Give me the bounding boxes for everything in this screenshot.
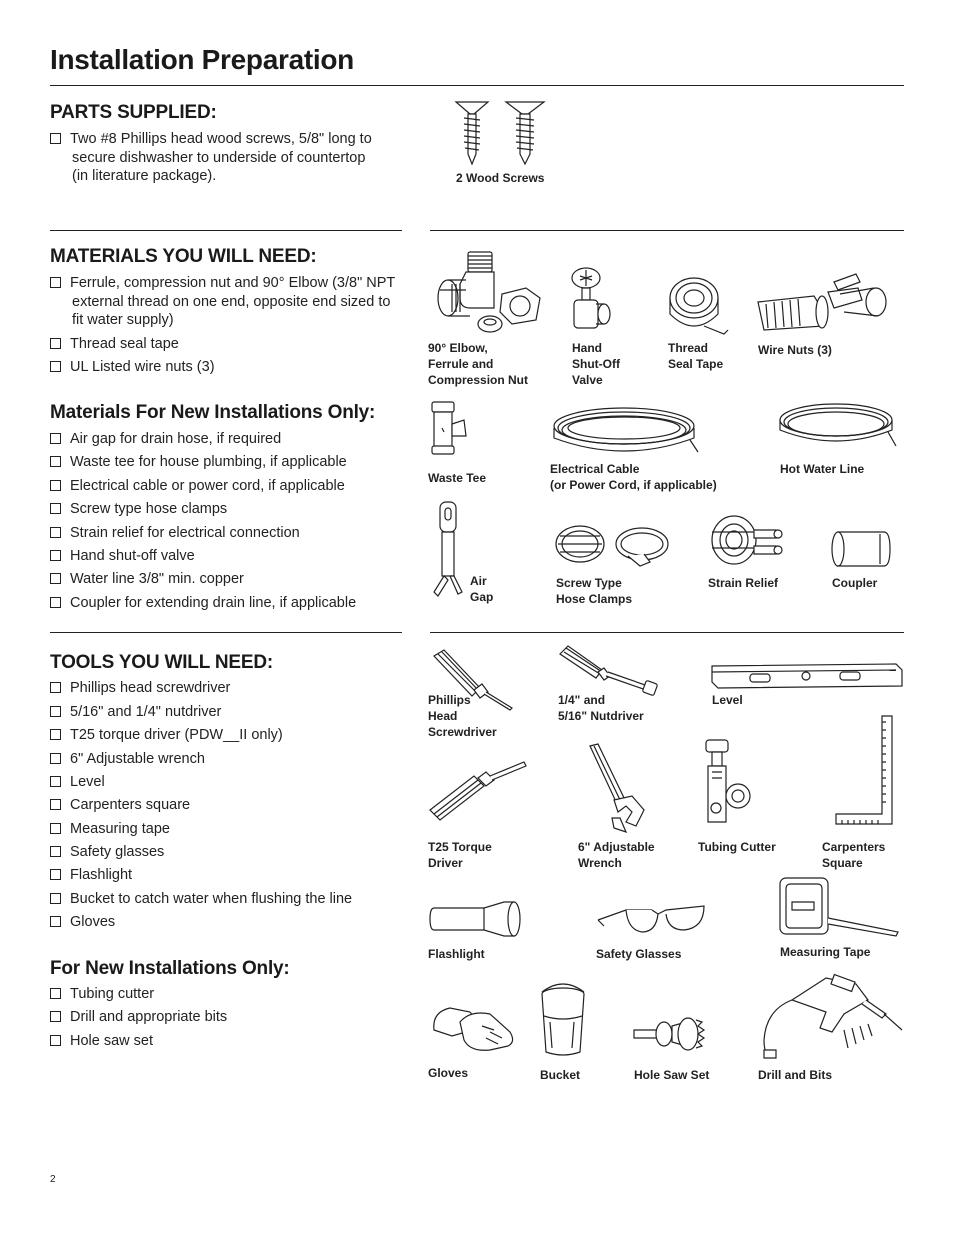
page-number: 2 [50, 1174, 56, 1185]
checkbox[interactable] [50, 480, 61, 491]
coupler-icon [830, 530, 892, 568]
tubing-cutter-icon [700, 738, 756, 828]
checkbox[interactable] [50, 869, 61, 880]
checkbox[interactable] [50, 823, 61, 834]
t25-driver-icon [428, 758, 528, 830]
checkbox[interactable] [50, 776, 61, 787]
caption-bucket: Bucket [540, 1068, 581, 1082]
checkbox[interactable] [50, 550, 61, 561]
materials-item-tape[interactable]: Thread seal tape [50, 335, 410, 354]
caption-airgap: Air Gap [470, 574, 494, 604]
hole-saw-icon [632, 1012, 712, 1060]
section-rule [50, 230, 402, 231]
caption-elbow: 90° Elbow, Ferrule and Compression Nut [428, 341, 529, 387]
bucket-icon [538, 982, 588, 1058]
checkbox[interactable] [50, 893, 61, 904]
gloves-icon [430, 1002, 520, 1054]
checkbox[interactable] [50, 456, 61, 467]
checkbox[interactable] [50, 1035, 61, 1046]
new-materials-item[interactable]: Waste tee for house plumbing, if applicable [50, 453, 410, 472]
caption-tubecutter: Tubing Cutter [698, 840, 776, 854]
new-materials-item[interactable]: Screw type hose clamps [50, 500, 410, 519]
caption-level: Level [712, 693, 743, 707]
checkbox[interactable] [50, 1011, 61, 1022]
shutoff-valve-icon [566, 266, 612, 334]
caption-coupler: Coupler [832, 576, 878, 590]
new-materials-item[interactable]: Hand shut-off valve [50, 547, 410, 566]
checkbox[interactable] [50, 753, 61, 764]
caption-phillips: Phillips Head Screwdriver [428, 693, 497, 739]
materials-item-elbow[interactable]: Ferrule, compression nut and 90° Elbow (3/8" NPT external thread on one end, opposite end sized to fit water supply) [50, 274, 410, 330]
caption-wrench: 6" Adjustable Wrench [578, 840, 655, 870]
checkbox[interactable] [50, 433, 61, 444]
caption-valve: Hand Shut-Off Valve [572, 341, 620, 387]
safety-glasses-icon [596, 900, 708, 938]
wire-nuts-icon [754, 272, 894, 332]
checkbox[interactable] [50, 338, 61, 349]
flashlight-icon [428, 900, 522, 940]
section-rule [430, 632, 904, 633]
hose-clamps-icon [554, 522, 674, 568]
waste-tee-icon [428, 400, 468, 456]
new-materials-item[interactable]: Coupler for extending drain line, if applicable [50, 594, 410, 613]
thread-seal-tape-icon [664, 276, 732, 336]
checkbox[interactable] [50, 597, 61, 608]
caption-strain: Strain Relief [708, 576, 779, 590]
parts-item-screws[interactable]: Two #8 Phillips head wood screws, 5/8" long to secure dishwasher to underside of countertop (in literature package). [50, 130, 410, 186]
tools-item[interactable]: Gloves [50, 913, 410, 932]
title-rule [50, 85, 904, 86]
checkbox[interactable] [50, 277, 61, 288]
materials-heading: MATERIALS YOU WILL NEED: [50, 246, 317, 267]
section-rule [430, 230, 904, 231]
caption-holesaw: Hole Saw Set [634, 1068, 710, 1082]
new-tools-item[interactable]: Tubing cutter [50, 985, 410, 1004]
level-icon [710, 662, 904, 690]
parts-supplied-heading: PARTS SUPPLIED: [50, 102, 217, 123]
page-title: Installation Preparation [50, 44, 354, 75]
strain-relief-icon [706, 512, 786, 572]
tools-item[interactable]: Phillips head screwdriver [50, 679, 410, 698]
measuring-tape-icon [778, 876, 900, 942]
elbow-fitting-icon [430, 250, 545, 335]
tools-item[interactable]: T25 torque driver (PDW__II only) [50, 726, 410, 745]
checkbox[interactable] [50, 527, 61, 538]
new-materials-item[interactable]: Strain relief for electrical connection [50, 524, 410, 543]
checkbox[interactable] [50, 916, 61, 927]
tools-item[interactable]: Measuring tape [50, 820, 410, 839]
hot-water-line-icon [778, 400, 898, 450]
checkbox[interactable] [50, 799, 61, 810]
caption-tape: Thread Seal Tape [668, 341, 724, 371]
checkbox[interactable] [50, 573, 61, 584]
tools-item[interactable]: Safety glasses [50, 843, 410, 862]
caption-cable: Electrical Cable (or Power Cord, if applicable) [550, 462, 717, 492]
checkbox[interactable] [50, 846, 61, 857]
drill-and-bits-icon [756, 970, 904, 1062]
caption-drill: Drill and Bits [758, 1068, 833, 1082]
wood-screws-icon [452, 100, 548, 166]
tools-item[interactable]: Level [50, 773, 410, 792]
tools-item[interactable]: Flashlight [50, 866, 410, 885]
air-gap-icon [430, 500, 466, 600]
new-tools-heading: For New Installations Only: [50, 958, 290, 979]
caption-mtape: Measuring Tape [780, 945, 871, 959]
new-tools-item[interactable]: Hole saw set [50, 1032, 410, 1051]
caption-t25: T25 Torque Driver [428, 840, 492, 870]
new-tools-item[interactable]: Drill and appropriate bits [50, 1008, 410, 1027]
caption-glasses: Safety Glasses [596, 947, 682, 961]
checkbox[interactable] [50, 706, 61, 717]
caption-clamps: Screw Type Hose Clamps [556, 576, 633, 606]
adjustable-wrench-icon [586, 742, 648, 834]
caption-gloves: Gloves [428, 1066, 469, 1080]
new-materials-item[interactable]: Electrical cable or power cord, if applicable [50, 477, 410, 496]
new-materials-heading: Materials For New Installations Only: [50, 402, 376, 423]
checkbox[interactable] [50, 729, 61, 740]
electrical-cable-icon [550, 404, 700, 460]
checkbox[interactable] [50, 133, 61, 144]
caption-flashlight: Flashlight [428, 947, 485, 961]
section-rule [50, 632, 402, 633]
checkbox[interactable] [50, 503, 61, 514]
checkbox[interactable] [50, 682, 61, 693]
tools-item[interactable]: Carpenters square [50, 796, 410, 815]
checkbox[interactable] [50, 361, 61, 372]
materials-item-wirenuts[interactable]: UL Listed wire nuts (3) [50, 358, 410, 377]
tools-item[interactable]: 6" Adjustable wrench [50, 750, 410, 769]
caption-wood-screws: 2 Wood Screws [456, 171, 545, 185]
caption-wirenuts: Wire Nuts (3) [758, 343, 832, 357]
caption-nutdriver: 1/4" and 5/16" Nutdriver [558, 693, 644, 723]
caption-hotwater: Hot Water Line [780, 462, 865, 476]
caption-square: Carpenters Square [822, 840, 886, 870]
carpenters-square-icon [834, 714, 896, 828]
caption-waste-tee: Waste Tee [428, 471, 487, 485]
tools-heading: TOOLS YOU WILL NEED: [50, 652, 273, 673]
new-materials-item[interactable]: Air gap for drain hose, if required [50, 430, 410, 449]
checkbox[interactable] [50, 988, 61, 999]
tools-item[interactable]: Bucket to catch water when flushing the line [50, 890, 410, 909]
tools-item[interactable]: 5/16" and 1/4" nutdriver [50, 703, 410, 722]
new-materials-item[interactable]: Water line 3/8" min. copper [50, 570, 410, 589]
